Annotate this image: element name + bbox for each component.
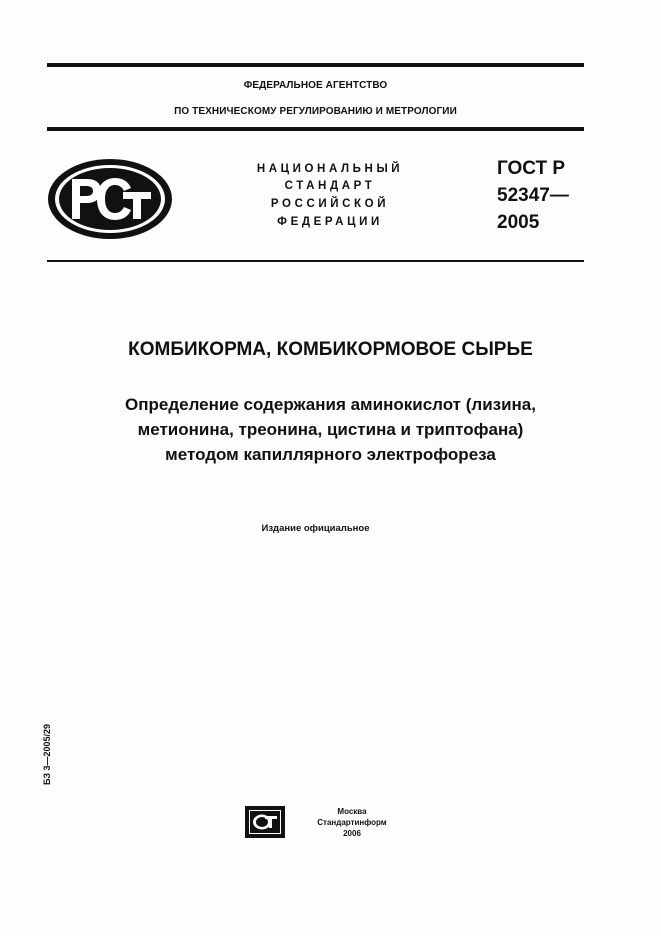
publisher-city: Москва	[337, 807, 367, 816]
document-title: КОМБИКОРМА, КОМБИКОРМОВОЕ СЫРЬЕ	[128, 339, 533, 360]
divider-rule	[47, 260, 584, 262]
standard-line-1: НАЦИОНАЛЬНЫЙ	[256, 163, 404, 175]
subtitle-line-3: методом капиллярного электрофореза	[165, 445, 496, 464]
subtitle-line-1: Определение содержания аминокислот (лизина,	[125, 395, 536, 414]
top-rule	[47, 63, 584, 67]
standard-line-2: СТАНДАРТ	[284, 180, 376, 192]
gost-line-3: 2005	[497, 212, 540, 233]
side-code: БЗ 3—2005/29	[42, 723, 52, 785]
gost-line-2: 52347—	[497, 185, 569, 206]
agency-line-1: ФЕДЕРАЛЬНОЕ АГЕНТСТВО	[243, 80, 388, 91]
edition-label: Издание официальное	[261, 523, 370, 534]
standard-line-4: ФЕДЕРАЦИИ	[277, 216, 383, 228]
document-subtitle	[40, 392, 621, 467]
publisher-name: Стандартинформ	[317, 818, 387, 827]
header-rule	[47, 127, 584, 131]
publisher-info	[307, 806, 397, 839]
gost-line-1: ГОСТ Р	[497, 158, 566, 179]
rst-logo-icon	[45, 157, 175, 241]
publisher-year: 2006	[343, 829, 361, 838]
subtitle-line-2: метионина, треонина, цистина и триптофана)	[137, 420, 524, 439]
standard-line-3: РОССИЙСКОЙ	[270, 198, 390, 210]
publisher-logo-icon	[245, 806, 285, 838]
agency-line-2: ПО ТЕХНИЧЕСКОМУ РЕГУЛИРОВАНИЮ И МЕТРОЛОГИИ	[174, 106, 457, 117]
